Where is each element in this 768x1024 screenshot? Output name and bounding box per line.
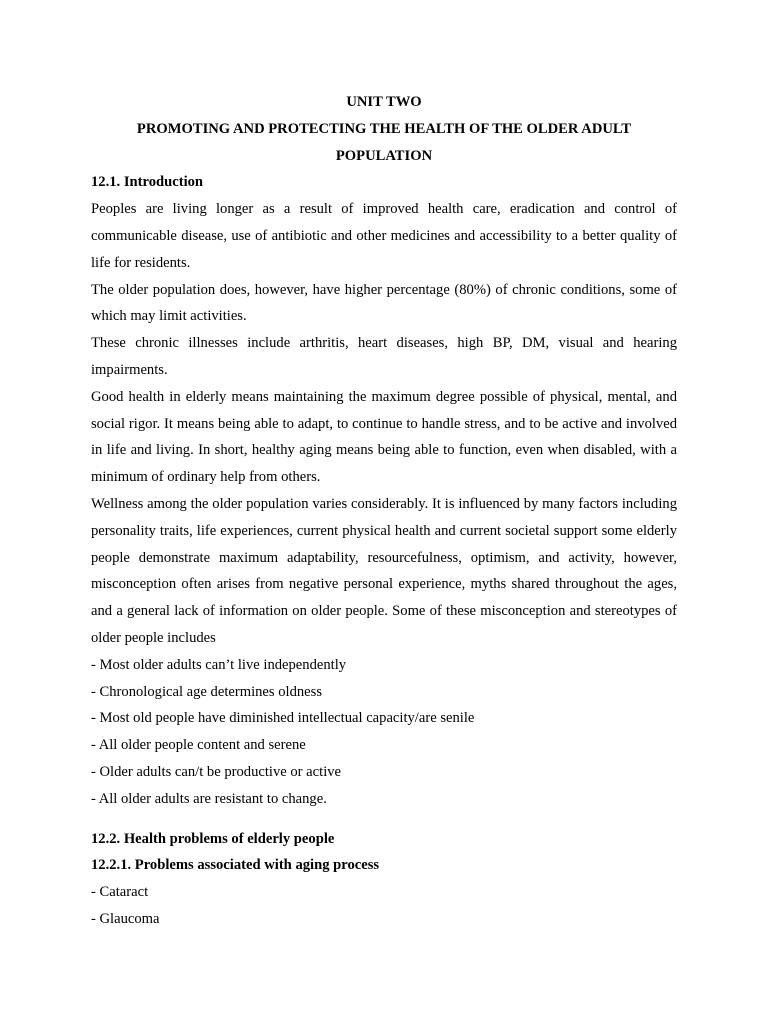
spacer [91,813,677,826]
unit-title: UNIT TWO [346,94,422,110]
list-item: - Most old people have diminished intellectual capacity/are senile [91,710,475,727]
subsection-heading-aging-process: 12.2.1. Problems associated with aging process [91,857,380,874]
paragraph: The older population does, however, have higher percentage (80%) of chronic conditions, some of which may limit activities. [91,281,677,325]
paragraph: These chronic illnesses include arthritis, heart diseases, high BP, DM, visual and hearing impairments. [91,335,677,378]
list-item: - Older adults can/t be productive or active [91,763,342,780]
section-heading-introduction: 12.1. Introduction [91,174,204,191]
list-item: - Cataract [91,884,149,901]
list-item: - Most older adults can’t live independently [91,656,347,673]
paragraph: Wellness among the older population varies considerably. It is influenced by many factors including personality traits, life experiences, current physical health and current societal support some elderly people demonstrate maximum adaptability, resourcefulness, optimism, and activity, however, misconception often arises from negative personal experience, myths shared throughout the ages, and a general lack of information on older people. Some of these misconception and stereotypes of older people includes [91,495,677,646]
paragraph: Peoples are living longer as a result of improved health care, eradication and control of communicable disease, use of antibiotic and other medicines and accessibility to a better quality of life for residents. [91,201,677,271]
list-item: - Chronological age determines oldness [91,683,323,700]
document-page [91,89,677,933]
list-item: - All older people content and serene [91,737,306,754]
section-heading-health-problems: 12.2. Health problems of elderly people [91,830,335,847]
list-item: - All older adults are resistant to change. [91,790,327,807]
paragraph: Good health in elderly means maintaining the maximum degree possible of physical, mental, and social rigor. It means being able to adapt, to continue to handle stress, and to be active and involved in life and living. In short, healthy aging means being able to function, even when disabled, with a minimum of ordinary help from others. [91,388,677,486]
main-title: PROMOTING AND PROTECTING THE HEALTH OF THE OLDER ADULT POPULATION [136,120,632,164]
list-item: - Glaucoma [91,910,160,927]
